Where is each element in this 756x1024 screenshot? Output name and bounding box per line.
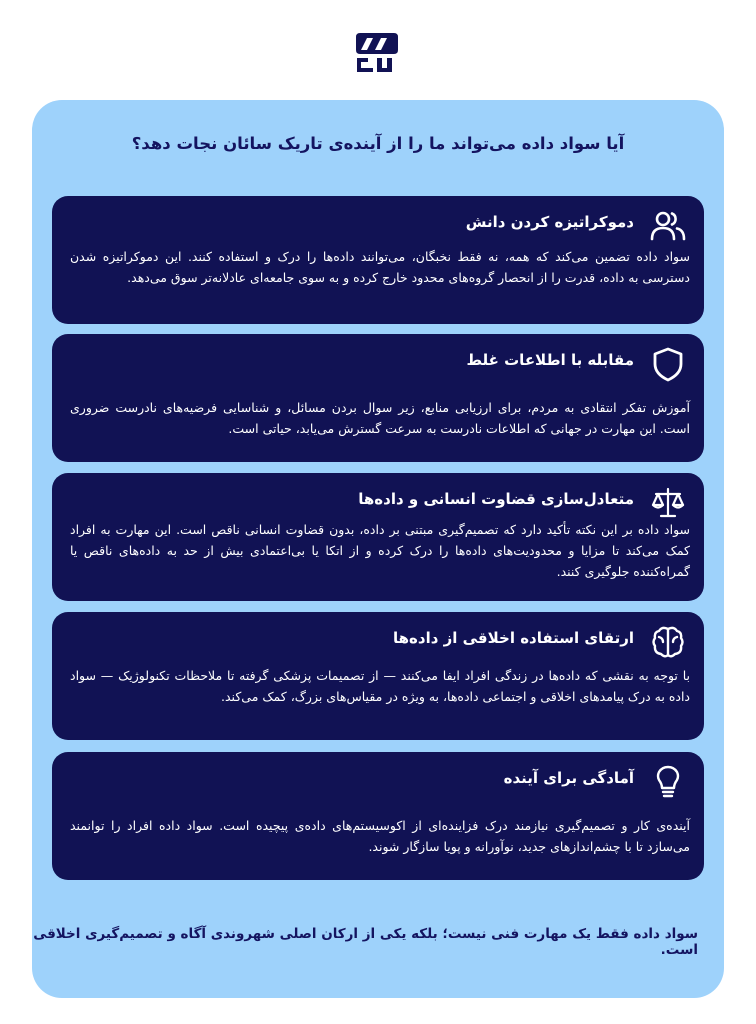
- page-title: آیا سواد داده می‌تواند ما را از آینده‌ی تاریک سائان نجات دهد؟: [131, 134, 625, 153]
- brain-icon: [648, 622, 688, 662]
- card-title: ارتقای استفاده اخلاقی از داده‌ها: [392, 629, 634, 647]
- card-text: سواد داده بر این نکته تأکید دارد که تصمیم‌گیری مبتنی بر داده، بدون قضاوت انسانی ناقص است. این مهارت به افراد کمک می‌کند تا مزایا و محدودیت‌های داده‌ها را درک کرده و از اتکا یا بی‌اعتمادی بیش از حد به داده‌های ناقص یا گمراه‌کننده جلوگیری کنند.: [70, 522, 690, 579]
- card-balance-judgment-data: [52, 473, 704, 601]
- footer-statement: سواد داده فقط یک مهارت فنی نیست؛ بلکه یکی از ارکان اصلی شهروندی آگاه و تصمیم‌گیری اخلاقی است.: [33, 926, 698, 958]
- card-ethical-data-use: [52, 612, 704, 740]
- lightbulb-icon: [648, 762, 688, 802]
- card-combat-misinformation: [52, 334, 704, 462]
- content-panel: [32, 100, 724, 998]
- scale-icon: [648, 483, 688, 523]
- card-text: آینده‌ی کار و تصمیم‌گیری نیازمند درک فزاینده‌ای از اکوسیستم‌های داده‌ی پیچیده است. سواد داده افراد را توانمند می‌سازد تا با چشم‌اندازهای جدید، نوآورانه و پویا سازگار شوند.: [70, 818, 690, 854]
- card-future-readiness: [52, 752, 704, 880]
- card-title: متعادل‌سازی قضاوت انسانی و داده‌ها: [358, 490, 634, 508]
- card-text: سواد داده تضمین می‌کند که همه، نه فقط نخبگان، می‌توانند داده‌ها را درک و استفاده کنند. این دموکراتیزه شدن دسترسی به داده، قدرت را از انحصار گروه‌های محدود خارج کرده و به سوی جامعه‌ای عادلانه‌تر سوق می‌دهد.: [70, 249, 690, 285]
- card-title: مقابله با اطلاعات غلط: [466, 351, 634, 369]
- card-title: آمادگی برای آینده: [503, 769, 634, 787]
- card-title: دموکراتیزه کردن دانش: [465, 213, 634, 231]
- card-text: آموزش تفکر انتقادی به مردم، برای ارزیابی منابع، زیر سوال بردن مسائل، و شناسایی فرضیه‌های نادرست ضروری است. این مهارت در جهانی که اطلاعات نادرست به سرعت گسترش می‌یابد، حیاتی است.: [70, 400, 690, 436]
- card-text: با توجه به نقشی که داده‌ها در زندگی افراد ایفا می‌کنند — از تصمیمات پزشکی گرفته تا ملاحظات تکنولوژیک — سواد داده به درک پیامدهای اخلاقی و اجتماعی داده‌ها، به ویژه در مقیاس‌های بزرگ، کمک می‌کند.: [70, 668, 690, 704]
- shield-icon: [648, 344, 688, 384]
- people-icon: [648, 206, 688, 246]
- card-democratize-knowledge: [52, 196, 704, 324]
- data-logo-icon: [354, 30, 400, 76]
